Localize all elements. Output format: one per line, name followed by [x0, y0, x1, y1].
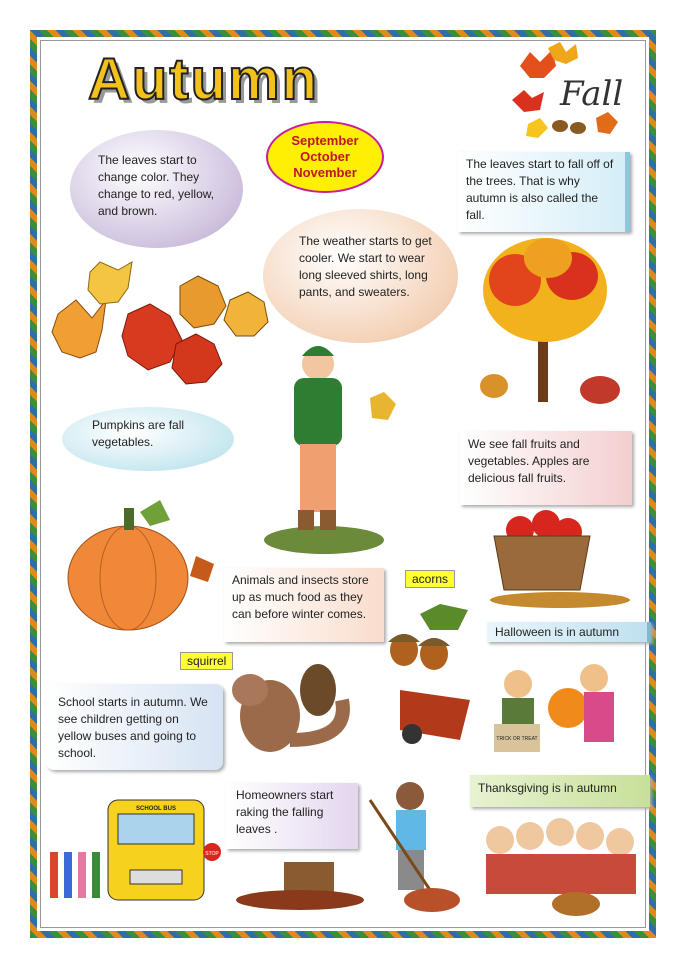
fact-school: School starts in autumn. We see children getting on yellow buses and going to school. [46, 684, 223, 770]
page-title: Autumn [88, 47, 320, 112]
insect-with-leaf [400, 690, 470, 744]
autumn-leaves-left [52, 262, 268, 384]
fact-leaves-change: The leaves start to change color. They change to red, yellow, and brown. [70, 130, 243, 248]
apple-basket [490, 510, 630, 608]
fact-weather: The weather starts to get cooler. We start to wear long sleeved shirts, long pants, and sweaters. [263, 209, 458, 343]
months-bubble [266, 121, 384, 193]
month-1: September [291, 133, 359, 148]
squirrel-illustration [232, 664, 343, 752]
fact-pumpkins: Pumpkins are fall vegetables. [62, 407, 234, 471]
label-squirrel: squirrel [180, 652, 233, 670]
school-bus [50, 800, 221, 900]
fact-fruits: We see fall fruits and vegetables. Apples are delicious fall fruits. [460, 431, 632, 505]
label-acorns: acorns [405, 570, 455, 588]
pumpkin [68, 500, 214, 630]
label-halloween: Halloween is in autumn [487, 622, 651, 642]
boy-with-leaf [264, 346, 396, 554]
thanksgiving-family [486, 818, 636, 916]
month-3: November [293, 165, 357, 180]
month-2: October [300, 149, 350, 164]
bus-sign-text: SCHOOL BUS [136, 806, 176, 812]
fact-homeowners: Homeowners start raking the falling leaves . [226, 783, 358, 849]
stop-sign-text: STOP [205, 851, 219, 857]
trick-or-treat-text: TRICK OR TREAT [496, 736, 538, 742]
fact-animals: Animals and insects store up as much food as they can before winter comes. [224, 568, 384, 642]
fact-leaves-fall: The leaves start to fall off of the trees. That is why autumn is also called the fall. [458, 152, 630, 232]
tree-illustration [480, 238, 620, 404]
label-thanksgiving: Thanksgiving is in autumn [470, 775, 650, 807]
page-subtitle-fall: Fall [560, 74, 624, 114]
acorns-illustration [388, 604, 468, 670]
